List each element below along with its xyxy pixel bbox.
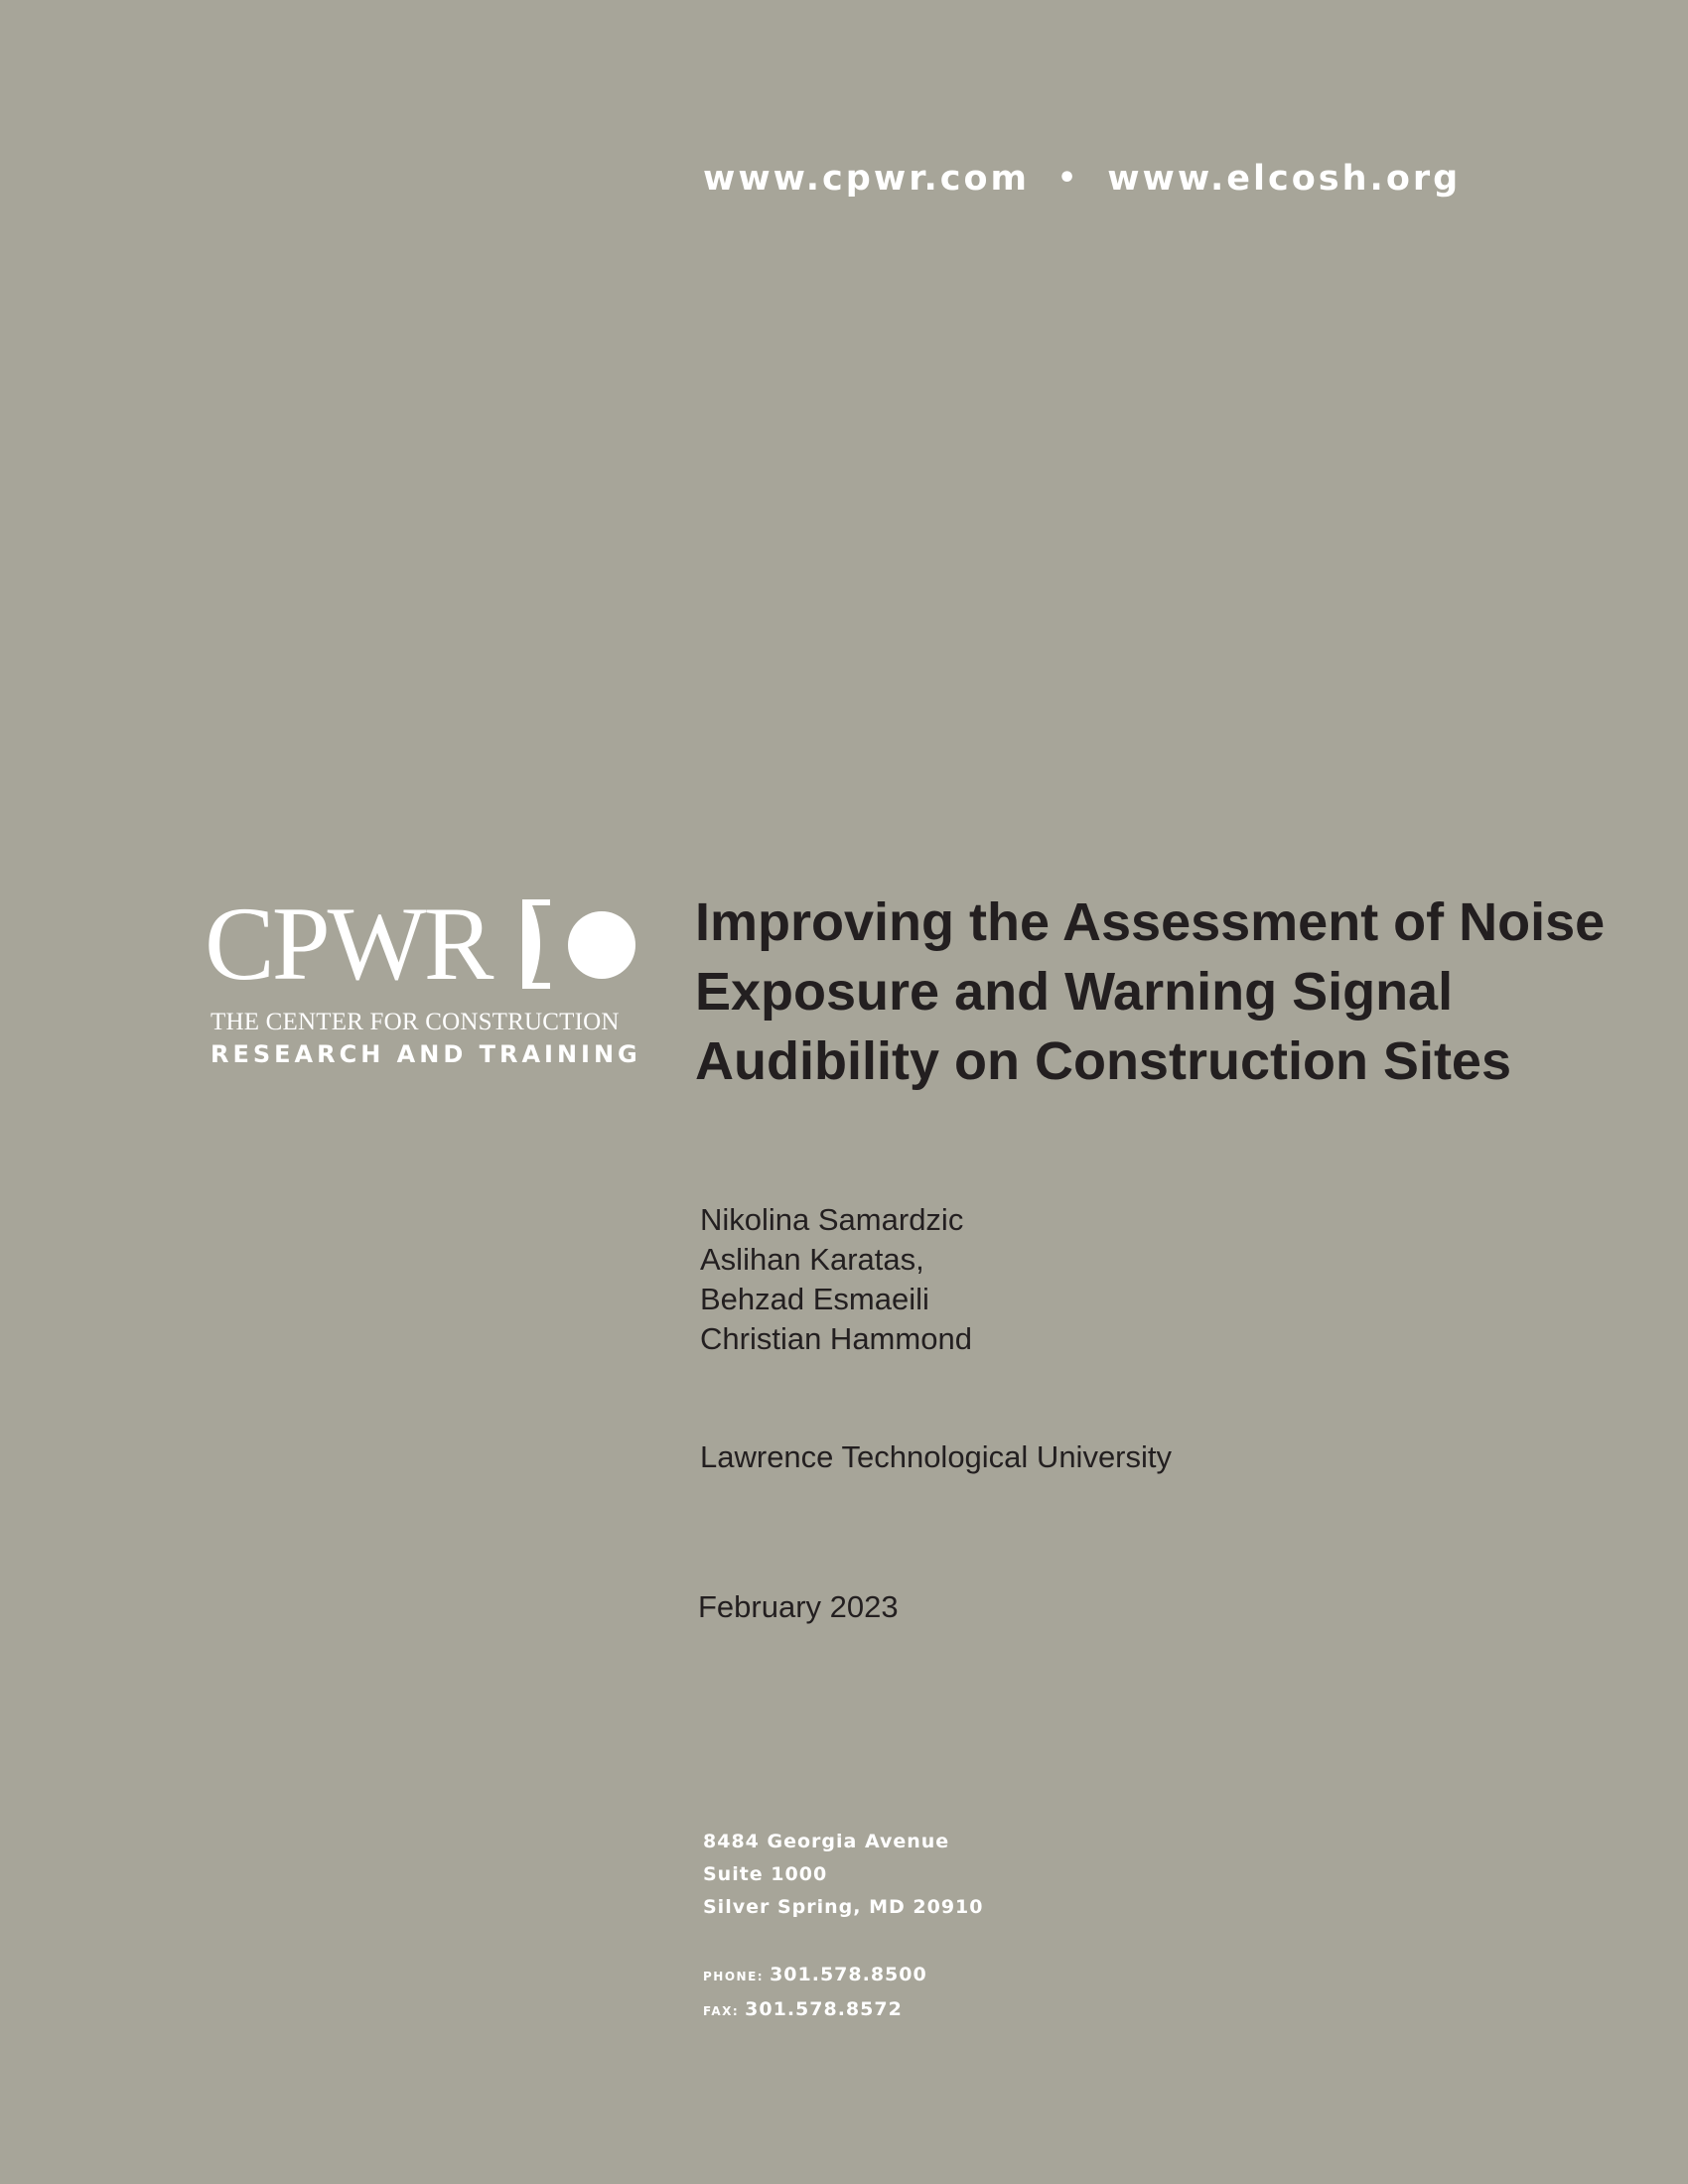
- title-line-1: Improving the Assessment of Noise: [695, 892, 1606, 952]
- mailing-address: [703, 1826, 984, 1924]
- phone-row: [703, 1959, 927, 1993]
- cpwr-website-link[interactable]: www.cpwr.com: [703, 159, 1031, 199]
- author-name: Nikolina Samardzic: [700, 1202, 964, 1237]
- affiliation: Lawrence Technological University: [700, 1439, 1173, 1474]
- fax-label: FAX:: [703, 2004, 740, 2018]
- author-name: Aslihan Karatas,: [700, 1242, 924, 1277]
- logo-tagline-line1: THE CENTER FOR CONSTRUCTION: [211, 1009, 620, 1035]
- report-title: [695, 887, 1668, 1096]
- phone-number: 301.578.8500: [770, 1964, 927, 1985]
- author-name: Christian Hammond: [700, 1321, 972, 1356]
- logo-wordmark: CPWR: [205, 886, 492, 1002]
- phone-label: PHONE:: [703, 1970, 765, 1983]
- address-street: 8484 Georgia Avenue: [703, 1831, 950, 1852]
- cpwr-logo: [205, 886, 641, 1072]
- fax-row: [703, 1993, 927, 2028]
- title-line-3: Audibility on Construction Sites: [695, 1031, 1511, 1091]
- author-list: [700, 1200, 972, 1359]
- fax-number: 301.578.8572: [745, 1998, 903, 2020]
- logo-tagline-line2: RESEARCH AND TRAINING: [211, 1040, 641, 1068]
- address-city: Silver Spring, MD 20910: [703, 1896, 984, 1918]
- title-line-2: Exposure and Warning Signal: [695, 962, 1454, 1022]
- publication-date: February 2023: [698, 1589, 899, 1624]
- author-name: Behzad Esmaeili: [700, 1282, 929, 1316]
- contact-numbers: [703, 1959, 927, 2028]
- header-links: [703, 159, 1461, 199]
- bullet-separator: •: [1057, 161, 1080, 196]
- cpwr-logo-mark-icon: [520, 899, 639, 989]
- elcosh-website-link[interactable]: www.elcosh.org: [1107, 159, 1462, 199]
- address-suite: Suite 1000: [703, 1863, 828, 1885]
